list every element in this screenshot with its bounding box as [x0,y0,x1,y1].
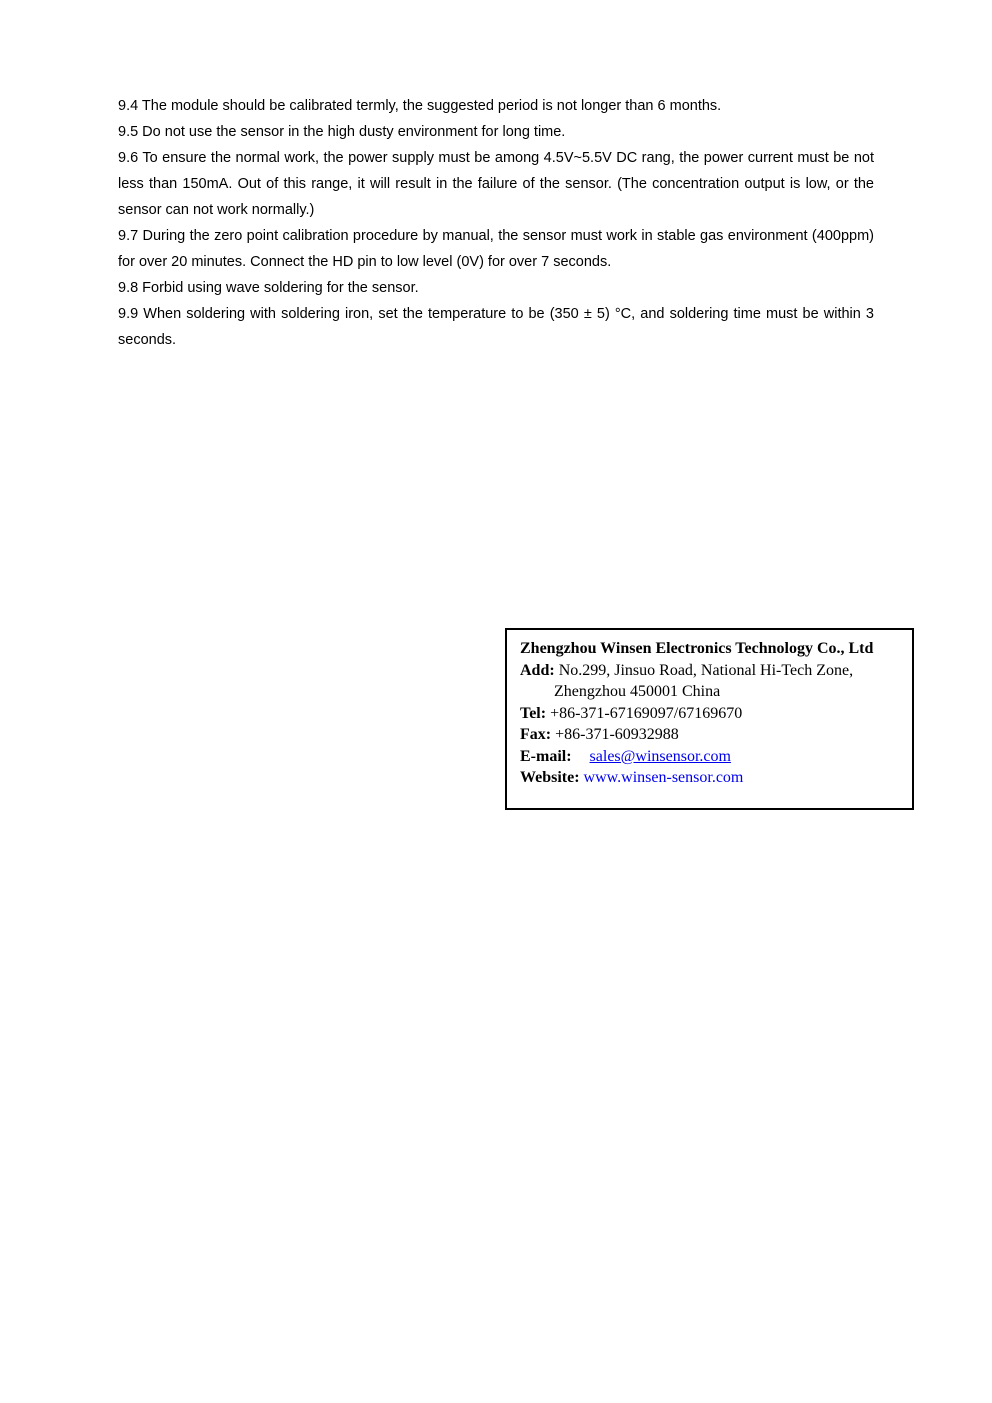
email-label: E-mail: [520,747,572,765]
email-link[interactable]: sales@winsensor.com [589,747,731,765]
fax-label: Fax: [520,726,552,743]
note-9-6: 9.6 To ensure the normal work, the power supply must be among 4.5V~5.5V DC rang, the power current must be not less than 150mA. Out of this range, it will result in the failure of the sensor. (The concentration output is low, or the sensor can not work normally.) [118,150,874,218]
website-line [520,767,900,789]
note-9-5: 9.5 Do not use the sensor in the high dusty environment for long time. [118,124,566,140]
fax-value: +86-371-60932988 [555,726,679,743]
contact-info-box [505,628,914,810]
tel-label: Tel: [520,704,547,722]
address-label: Add: [520,661,555,679]
fax-line [520,724,900,746]
company-name: Zhengzhou Winsen Electronics Technology Co., Ltd [520,640,874,657]
precautions-list [118,93,874,353]
note-9-8: 9.8 Forbid using wave soldering for the sensor. [118,280,419,296]
note-9-7: 9.7 During the zero point calibration procedure by manual, the sensor must work in stable gas environment (400ppm) for over 20 minutes. Connect the HD pin to low level (0V) for over 7 seconds. [118,228,874,270]
address-value: No.299, Jinsuo Road, National Hi-Tech Zone, [558,661,854,679]
website-label: Website: [520,769,580,786]
note-9-4: 9.4 The module should be calibrated termly, the suggested period is not longer than 6 months. [118,98,722,114]
address-line-2: Zhengzhou 450001 China [554,683,721,700]
website-link[interactable]: www.winsen-sensor.com [583,769,744,786]
note-9-9: 9.9 When soldering with soldering iron, set the temperature to be (350 ± 5) °C, and soldering time must be within 3 seconds. [118,306,874,348]
email-line [520,746,900,768]
address-line [520,660,900,682]
tel-value: +86-371-67169097/67169670 [550,704,743,722]
tel-line [520,703,900,725]
